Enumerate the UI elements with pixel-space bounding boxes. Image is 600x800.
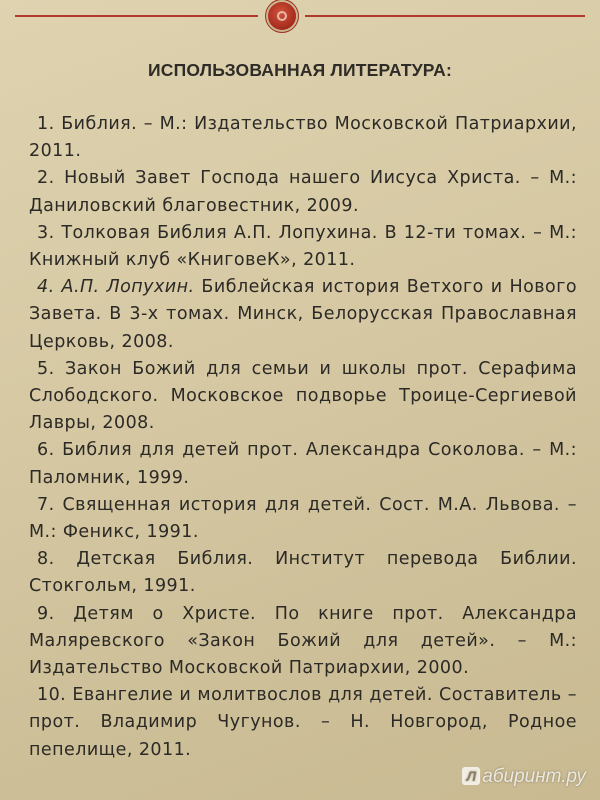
watermark-text: абиринт.ру [482,766,586,787]
reference-item [29,111,577,165]
reference-item [29,492,577,546]
reference-item [29,356,577,438]
reference-text: 2. Новый Завет Господа нашего Иисуса Христа. – М.: Даниловский благовестник, 2009. [29,168,577,216]
reference-item [29,165,577,219]
reference-text: 5. Закон Божий для семьи и школы прот. Серафима Слободского. Московское подворье Троице-Сергиевой Лавры, 2008. [29,358,577,434]
reference-text: 6. Библия для детей прот. Александра Соколова. – М.: Паломник, 1999. [29,440,577,488]
reference-item [29,601,577,683]
medallion-icon [268,2,296,30]
reference-item [29,546,577,600]
header-ornament [0,0,600,40]
reference-item [29,682,577,764]
watermark-logo [462,766,586,788]
reference-text: 1. Библия. – М.: Издательство Московской Патриархии, 2011. [29,114,577,162]
reference-text: Библейская история Ветхого и Нового Завета. В 3-х томах. Минск, Белорусская Православная Церковь, 2008. [29,277,577,352]
reference-text: 9. Детям о Христе. По книге прот. Александра Маляревского «Закон Божий для детей». – М.: Издательство Московской Патриархии, 2000. [29,603,577,679]
page-title: ИСПОЛЬЗОВАННАЯ ЛИТЕРАТУРА: [148,60,452,80]
reference-author: 4. А.П. Лопухин. [37,277,195,298]
reference-item [29,437,577,491]
reference-text: 7. Священная история для детей. Сост. М.А. Львова. – М.: Феникс, 1991. [29,494,577,543]
watermark-badge: Л [462,767,480,785]
reference-item [29,220,577,274]
ornament-rule-left [15,15,258,17]
ornament-rule-right [305,15,585,17]
reference-text: 8. Детская Библия. Институт перевода Библии. Стокгольм, 1991. [29,549,577,597]
reference-list [29,111,577,764]
reference-item [29,274,577,356]
reference-text: 3. Толковая Библия А.П. Лопухина. В 12-ти томах. – М.: Книжный клуб «КниговеК», 2011. [29,222,577,271]
reference-text: 10. Евангелие и молитвослов для детей. Составитель – прот. Владимир Чугунов. – Н. Новгород, Родное пепелище, 2011. [29,685,577,760]
